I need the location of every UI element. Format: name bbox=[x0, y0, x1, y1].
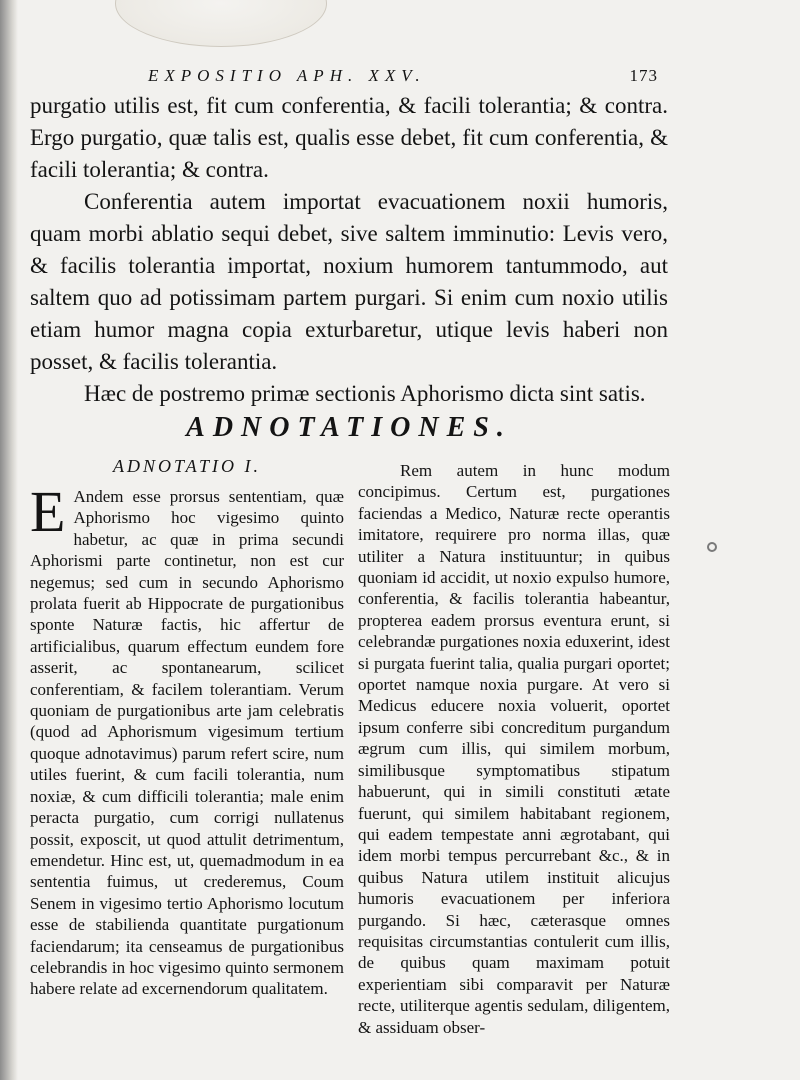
binding-shadow bbox=[0, 0, 18, 1080]
note-title: ADNOTATIO I. bbox=[113, 456, 261, 476]
note-body bbox=[30, 479, 344, 1000]
ink-bleed-mark bbox=[707, 542, 717, 552]
page-number: 173 bbox=[629, 66, 658, 85]
note-text: Andem esse prorsus sententiam, quæ Aphorismo hoc vigesimo quinto habetur, ac quæ in prima secundi Aphorismi parte continetur, non est cur negemus; sed cum in secundo Aphorismo prolata fuerit ab Hippocrate de purgationibus sponte Naturæ factis, hic affertur de artificialibus, quarum effectum eundem fore asserit, ac spontanearum, scilicet conferentiam, & facilem tolerantiam. Verum quoniam de purgationibus arte jam celebratis (quod ad Aphorismum vigesimum tertium quoque adnotavimus) parum refert scire, num utiles fuerint, & cum facili tolerantia, num noxiæ, & cum difficili tolerantia; male enim peracta purgatio, cum corrigi nullatenus possit, exposcit, ut quod attulit detrimentum, emendetur. Hinc est, ut, quemadmodum in ea sententia fuimus, ut crederemus, Coum Senem in vigesimo tertio Aphorismo locutum esse de stabilienda quantitate purgationum faciendarum; ita censeamus de purgationibus celebrandis in hoc vigesimo quinto sermonem habere relate ad excernendorum qualitatem. bbox=[30, 487, 344, 999]
paper-stain bbox=[115, 0, 327, 47]
drop-cap: E bbox=[30, 479, 66, 544]
continued-note-text: Rem autem in hunc modum concipimus. Certum est, purgationes faciendas a Medico, Naturæ recte operantis imitatore, requirere pro norma illas, quæ utiliter a Natura instituuntur; in quibus quoniam id accidit, ut noxio expulso humore, conferentia, & facilis tolerantia habeantur, propterea eadem prorsus eventura erunt, si celebrandæ purgationes noxia eduxerint, idest si purgata fuerint talia, qualia purgari oportet; oportet namque noxia purgare. At vero si Medicus educere noxia voluerit, oportet ipsum conferre sibi concreditum purgandum ægrum cum illis, qui similem morbum, similibusque symptomatibus stipatum habuerunt, qui in simili constituti ætate fuerunt, qui similem habitabant regionem, qui eadem tempestate anni ægrotabant, qui idem morbi tempus percurrebant &c., & in quibus Natura utilem instituit alicujus humoris evacuationem per inferiora purgando. Si hæc, cæterasque omnes requisitas circumstantias contulerit cum illis, de quibus quam maximam potuit experientiam sibi comparavit per Naturæ recte, utiliterque agentis sedulam, diligentem, & assiduam obser- bbox=[358, 461, 670, 1037]
section-heading: ADNOTATIONES. bbox=[186, 412, 512, 443]
running-title: EXPOSITIO APH. XXV. bbox=[148, 66, 426, 85]
paragraph-1: purgatio utilis est, fit cum conferentia, & facili tolerantia; & contra. Ergo purgatio, quæ talis est, qualis esse debet, fit cum conferentia, & facili tolerantia; & contra. bbox=[30, 93, 668, 182]
main-text bbox=[30, 90, 668, 410]
left-column bbox=[30, 456, 344, 1000]
paragraph-2: Conferentia autem importat evacuationem noxii humoris, quam morbi ablatio sequi debet, sive saltem imminutio: Levis vero, & facilis tolerantia importat, noxium humorem tantummodo, aut saltem quo ad potissimam partem purgari. Si enim cum noxio utilis etiam humor magna copia exturbaretur, utique levis haberi non posset, & facilis tolerantia. bbox=[30, 189, 668, 374]
page-header bbox=[148, 66, 658, 88]
right-column bbox=[358, 456, 670, 1038]
paragraph-3: Hæc de postremo primæ sectionis Aphorismo dicta sint satis. bbox=[84, 381, 646, 406]
